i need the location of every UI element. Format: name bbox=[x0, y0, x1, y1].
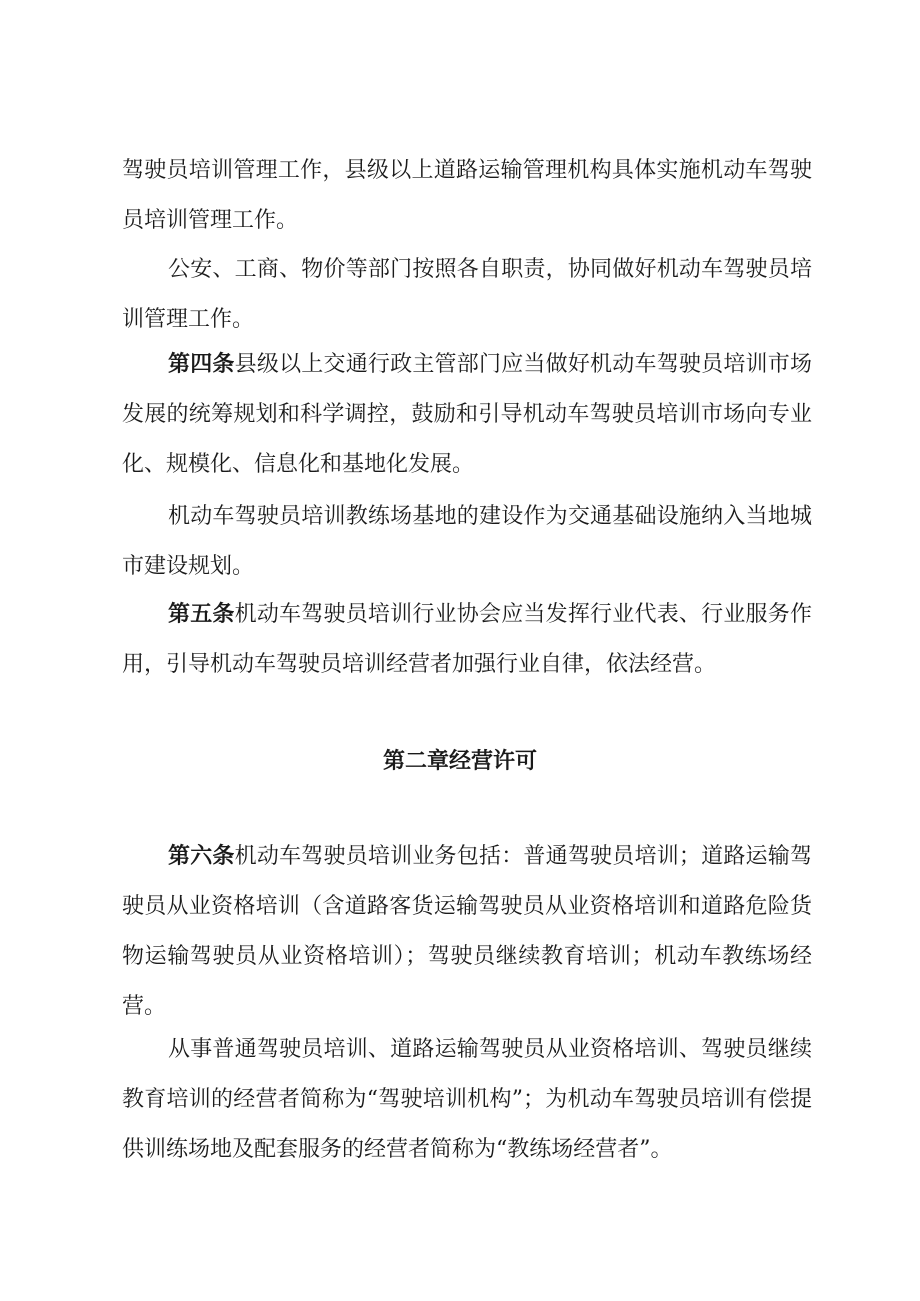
article-6 bbox=[122, 832, 812, 1032]
article-5 bbox=[122, 590, 812, 690]
paragraph-1-text: 驾驶员培训管理工作，县级以上道路运输管理机构具体实施机动车驾驶员培训管理工作。 bbox=[122, 158, 812, 233]
chapter-heading: 第二章经营许可 bbox=[382, 749, 537, 774]
paragraph-2 bbox=[122, 245, 812, 345]
article-4 bbox=[122, 340, 812, 490]
article-5-text: 机动车驾驶员培训行业协会应当发挥行业代表、行业服务作用，引导机动车驾驶员培训经营者加强行业自律，依法经营。 bbox=[122, 602, 812, 677]
article-6-label: 第六条 bbox=[168, 844, 235, 869]
article-4-text: 县级以上交通行政主管部门应当做好机动车驾驶员培训市场发展的统筹规划和科学调控，鼓励和引导机动车驾驶员培训市场向专业化、规模化、信息化和基地化发展。 bbox=[122, 352, 812, 477]
article-4-label: 第四条 bbox=[168, 352, 235, 377]
paragraph-4 bbox=[122, 492, 812, 592]
paragraph-2-text: 公安、工商、物价等部门按照各自职责，协同做好机动车驾驶员培训管理工作。 bbox=[122, 257, 812, 332]
paragraph-7 bbox=[122, 1025, 812, 1175]
article-5-label: 第五条 bbox=[168, 602, 235, 627]
article-6-text: 机动车驾驶员培训业务包括：普通驾驶员培训；道路运输驾驶员从业资格培训（含道路客货运输驾驶员从业资格培训和道路危险货物运输驾驶员从业资格培训）；驾驶员继续教育培训；机动车教练场经营。 bbox=[122, 844, 812, 1019]
paragraph-7-text: 从事普通驾驶员培训、道路运输驾驶员从业资格培训、驾驶员继续教育培训的经营者简称为“驾驶培训机构”；为机动车驾驶员培训有偿提供训练场地及配套服务的经营者简称为“教练场经营者”。 bbox=[122, 1037, 812, 1162]
paragraph-4-text: 机动车驾驶员培训教练场基地的建设作为交通基础设施纳入当地城市建设规划。 bbox=[122, 504, 812, 579]
paragraph-1 bbox=[122, 146, 812, 246]
